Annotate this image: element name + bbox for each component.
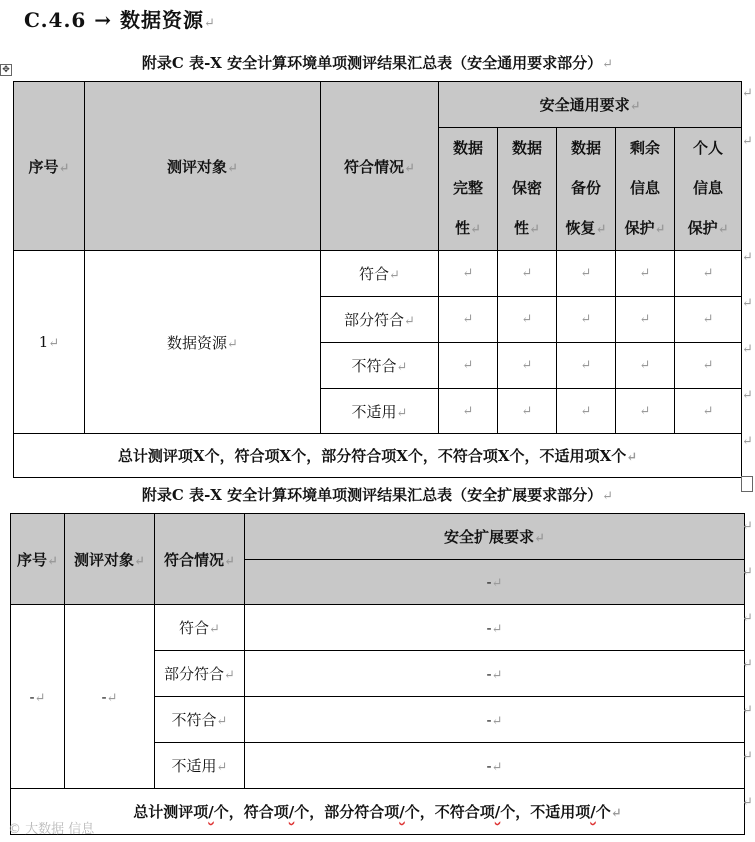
table2-summary: 总计测评项/个，符合项/个，部分符合项/个，不符合项/个，不适用项/个↵ [11, 789, 745, 835]
row-end-mark: ↵ [742, 434, 753, 449]
empty-cell[interactable]: ↵ [498, 251, 557, 297]
table1-caption: 附录C 表-X 安全计算环境单项测评结果汇总表（安全通用要求部分）↵ [141, 54, 614, 72]
status-not-applicable: 不适用↵ [321, 389, 439, 434]
header-compliance: 符合情况↵ [321, 82, 439, 251]
table1-general-requirements [13, 81, 742, 478]
empty-cell[interactable]: ↵ [557, 297, 616, 343]
row-end-mark: ↵ [742, 611, 753, 626]
header-personal-info-protection: 个人 信息 保护↵ [675, 128, 742, 251]
empty-cell[interactable]: ↵ [616, 297, 675, 343]
value-cell[interactable]: -↵ [245, 651, 745, 697]
header-residual-info-protection: 剩余 信息 保护↵ [616, 128, 675, 251]
row-end-mark: ↵ [742, 250, 753, 265]
header-general-requirements: 安全通用要求↵ [439, 82, 742, 128]
empty-cell[interactable]: ↵ [439, 297, 498, 343]
header-compliance: 符合情况↵ [155, 514, 245, 605]
value-cell[interactable]: -↵ [245, 605, 745, 651]
row-end-mark: ↵ [742, 388, 753, 403]
empty-cell[interactable]: ↵ [439, 343, 498, 389]
table-row [11, 605, 745, 651]
table-row [14, 251, 742, 297]
table-move-handle-icon[interactable]: ✥ [0, 64, 12, 76]
row-end-mark: ↵ [742, 86, 753, 101]
empty-cell[interactable]: ↵ [439, 251, 498, 297]
status-compliant: 符合↵ [321, 251, 439, 297]
empty-cell[interactable]: ↵ [616, 343, 675, 389]
empty-cell[interactable]: ↵ [557, 343, 616, 389]
empty-cell[interactable]: ↵ [675, 297, 742, 343]
status-compliant: 符合↵ [155, 605, 245, 651]
header-data-confidentiality: 数据 保密 性↵ [498, 128, 557, 251]
header-object: 测评对象↵ [85, 82, 321, 251]
row-end-mark: ↵ [742, 134, 753, 149]
status-noncompliant: 不符合↵ [321, 343, 439, 389]
empty-cell[interactable]: ↵ [498, 343, 557, 389]
row-end-mark: ↵ [742, 657, 753, 672]
header-object: 测评对象↵ [65, 514, 155, 605]
empty-cell[interactable]: ↵ [557, 389, 616, 434]
table2-caption: 附录C 表-X 安全计算环境单项测评结果汇总表（安全扩展要求部分）↵ [141, 486, 614, 504]
table1-summary: 总计测评项X个，符合项X个，部分符合项X个，不符合项X个，不适用项X个↵ [14, 434, 742, 478]
row-object: 数据资源↵ [85, 251, 321, 434]
status-noncompliant: 不符合↵ [155, 697, 245, 743]
section-heading: C.4.6 → 数据资源↵ [24, 8, 216, 32]
empty-cell[interactable]: ↵ [675, 389, 742, 434]
row-object: -↵ [65, 605, 155, 789]
empty-cell[interactable]: ↵ [439, 389, 498, 434]
row-end-mark: ↵ [742, 703, 753, 718]
row-end-mark: ↵ [742, 296, 753, 311]
empty-cell[interactable]: ↵ [675, 343, 742, 389]
header-seq: 序号↵ [14, 82, 85, 251]
value-cell[interactable]: -↵ [245, 743, 745, 789]
row-seq: 1↵ [14, 251, 85, 434]
header-data-backup-recovery: 数据 备份 恢复↵ [557, 128, 616, 251]
value-cell[interactable]: -↵ [245, 697, 745, 743]
header-data-integrity: 数据 完整 性↵ [439, 128, 498, 251]
empty-cell[interactable]: ↵ [616, 389, 675, 434]
row-end-mark: ↵ [742, 565, 753, 580]
row-end-mark: ↵ [742, 519, 753, 534]
status-partial: 部分符合↵ [155, 651, 245, 697]
status-partial: 部分符合↵ [321, 297, 439, 343]
row-seq: -↵ [11, 605, 65, 789]
empty-cell[interactable]: ↵ [498, 389, 557, 434]
row-end-mark: ↵ [742, 749, 753, 764]
status-not-applicable: 不适用↵ [155, 743, 245, 789]
header-extended-requirements: 安全扩展要求↵ [245, 514, 745, 560]
row-end-mark: ↵ [742, 795, 753, 810]
empty-cell[interactable]: ↵ [498, 297, 557, 343]
empty-cell[interactable]: ↵ [557, 251, 616, 297]
empty-cell[interactable]: ↵ [616, 251, 675, 297]
empty-cell[interactable]: ↵ [675, 251, 742, 297]
table2-extended-requirements [10, 513, 745, 835]
header-extended-placeholder: -↵ [245, 560, 745, 605]
row-end-mark: ↵ [742, 342, 753, 357]
watermark: © 大数据 信息 [8, 822, 95, 837]
header-seq: 序号↵ [11, 514, 65, 605]
